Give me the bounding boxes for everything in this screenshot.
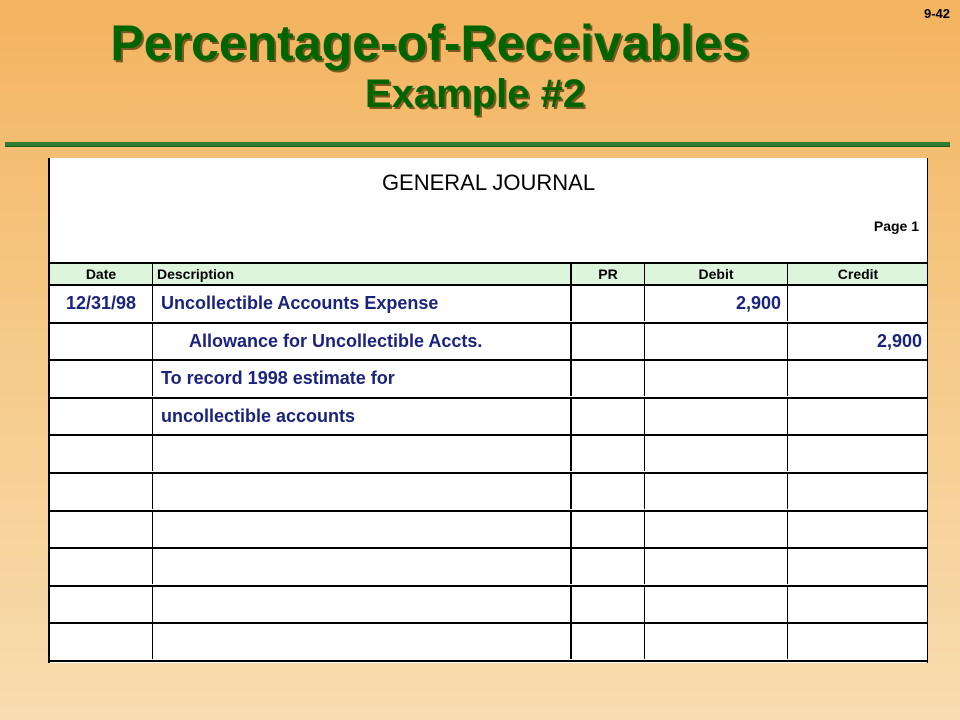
- cell-date: [50, 587, 153, 622]
- journal-row: [50, 587, 927, 625]
- journal-row: [50, 399, 927, 437]
- cell-debit: [645, 361, 788, 396]
- journal-row: [50, 549, 927, 587]
- cell-description: [153, 512, 572, 547]
- journal-rows: [50, 286, 927, 662]
- cell-description: To record 1998 estimate for: [153, 361, 572, 396]
- cell-credit: [788, 474, 928, 509]
- journal-row: [50, 512, 927, 550]
- journal-row: [50, 286, 927, 324]
- cell-debit: [645, 549, 788, 584]
- cell-debit: [645, 474, 788, 509]
- cell-credit: [788, 587, 928, 622]
- cell-description: uncollectible accounts: [153, 399, 572, 434]
- cell-date: [50, 474, 153, 509]
- journal-title: GENERAL JOURNAL: [381, 170, 596, 195]
- cell-credit: [788, 512, 928, 547]
- cell-debit: [645, 399, 788, 434]
- header-pr: PR: [572, 264, 645, 284]
- cell-date: [50, 436, 153, 471]
- header-date: Date: [50, 264, 153, 284]
- title-block: [0, 14, 960, 116]
- cell-description: [153, 474, 572, 509]
- cell-description: [153, 624, 572, 659]
- cell-date: [50, 399, 153, 434]
- cell-pr: [572, 286, 645, 321]
- cell-date: [50, 324, 153, 359]
- cell-description: [153, 587, 572, 622]
- cell-credit: [788, 549, 928, 584]
- cell-credit: [788, 361, 928, 396]
- journal-row: [50, 474, 927, 512]
- cell-pr: [572, 324, 645, 359]
- cell-pr: [572, 399, 645, 434]
- title-divider: [5, 142, 950, 147]
- cell-pr: [572, 549, 645, 584]
- cell-credit: [788, 436, 928, 471]
- cell-debit: [645, 624, 788, 659]
- slide-number: 9-42: [923, 6, 950, 21]
- cell-pr: [572, 587, 645, 622]
- cell-description: Allowance for Uncollectible Accts.: [153, 324, 572, 359]
- page-label: Page 1: [873, 218, 919, 234]
- header-credit: Credit: [837, 266, 879, 282]
- cell-credit: [788, 286, 928, 321]
- cell-pr: [572, 361, 645, 396]
- cell-date: [50, 361, 153, 396]
- slide-title: Percentage-of-Receivables: [110, 15, 750, 71]
- cell-debit: 2,900: [645, 286, 788, 321]
- cell-description: [153, 436, 572, 471]
- journal-row: [50, 436, 927, 474]
- header-debit: Debit: [645, 264, 788, 284]
- journal-row: [50, 361, 927, 399]
- cell-debit: [645, 436, 788, 471]
- cell-credit: [788, 624, 928, 659]
- cell-debit: [645, 512, 788, 547]
- cell-credit: 2,900: [876, 330, 922, 351]
- slide-subtitle: Example #2: [364, 72, 586, 116]
- cell-date: [50, 624, 153, 659]
- cell-date: 12/31/98: [50, 286, 153, 321]
- cell-description: Uncollectible Accounts Expense: [153, 286, 572, 321]
- cell-pr: [572, 436, 645, 471]
- cell-pr: [572, 474, 645, 509]
- cell-credit: [788, 399, 928, 434]
- cell-date: [50, 549, 153, 584]
- cell-pr: [572, 624, 645, 659]
- cell-pr: [572, 512, 645, 547]
- journal-row: [50, 624, 927, 662]
- header-description: Description: [153, 264, 572, 284]
- journal-row: [50, 324, 927, 362]
- cell-date: [50, 512, 153, 547]
- general-journal: [48, 158, 928, 663]
- cell-debit: [645, 324, 788, 359]
- cell-description: [153, 549, 572, 584]
- journal-header-row: [50, 262, 927, 286]
- cell-debit: [645, 587, 788, 622]
